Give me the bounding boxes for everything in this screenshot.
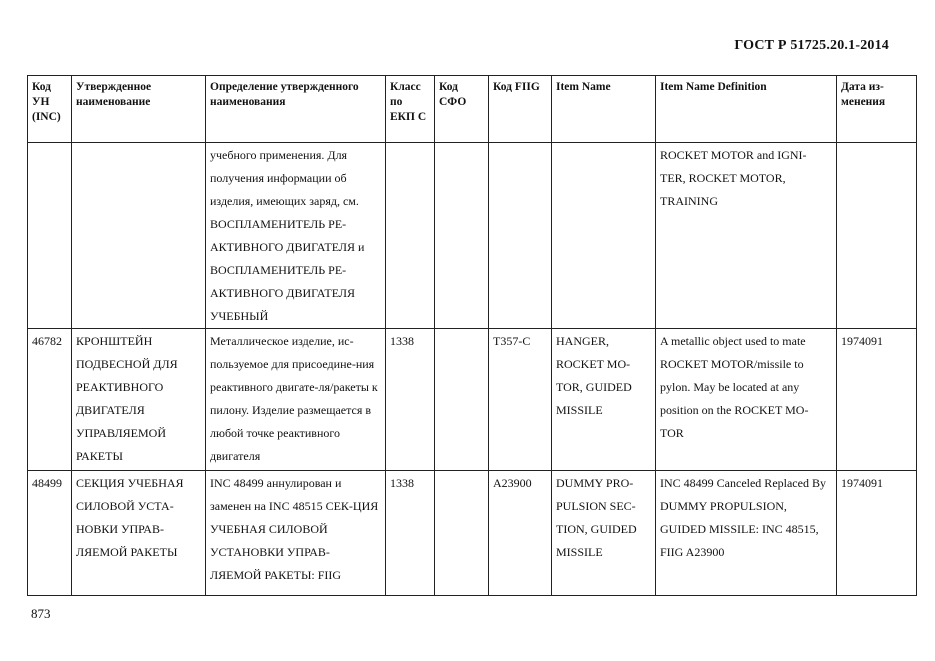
table-header-row	[28, 76, 917, 143]
column-header-approved-name: Утвержденное наименование	[72, 76, 206, 143]
cell-approved-name	[72, 143, 206, 329]
cell-change-date	[837, 143, 917, 329]
cell-inc: 48499	[28, 471, 72, 596]
column-header-item-name-definition: Item Name Definition	[656, 76, 837, 143]
document-standard-header: ГОСТ Р 51725.20.1-2014	[734, 38, 889, 53]
column-header-inc: Код УН (INC)	[28, 76, 72, 143]
column-header-definition: Определение утвержденного наименования	[206, 76, 386, 143]
column-header-item-name: Item Name	[552, 76, 656, 143]
cell-change-date: 1974091	[837, 471, 917, 596]
cell-definition: Металлическое изделие, ис-пользуемое для присоедине-ния реактивного двигате-ля/ракеты к пилону. Изделие размещается в любой точке реактивного двигателя	[206, 329, 386, 471]
cell-class: 1338	[386, 471, 435, 596]
classifier-table	[27, 75, 917, 596]
cell-definition: INC 48499 аннулирован и заменен на INC 48515 СЕК-ЦИЯ УЧЕБНАЯ СИЛОВОЙ УСТАНОВКИ УПРАВ-ЛЯЕМОЙ РАКЕТЫ: FIIG	[206, 471, 386, 596]
cell-item-name: HANGER, ROCKET MO-TOR, GUIDED MISSILE	[552, 329, 656, 471]
cell-item-name-definition: A metallic object used to mate ROCKET MOTOR/missile to pylon. May be located at any position on the ROCKET MO-TOR	[656, 329, 837, 471]
cell-item-name: DUMMY PRO-PULSION SEC-TION, GUIDED MISSILE	[552, 471, 656, 596]
table-row	[28, 143, 917, 329]
cell-item-name-definition: INC 48499 Canceled Replaced By DUMMY PROPULSION, GUIDED MISSILE: INC 48515, FIIG A23900	[656, 471, 837, 596]
page-number: 873	[31, 606, 51, 621]
cell-inc	[28, 143, 72, 329]
table-row	[28, 329, 917, 471]
cell-item-name	[552, 143, 656, 329]
cell-approved-name: СЕКЦИЯ УЧЕБНАЯ СИЛОВОЙ УСТА-НОВКИ УПРАВ-ЛЯЕМОЙ РАКЕТЫ	[72, 471, 206, 596]
cell-change-date: 1974091	[837, 329, 917, 471]
cell-sfo	[435, 471, 489, 596]
cell-fiig	[489, 143, 552, 329]
cell-approved-name: КРОНШТЕЙН ПОДВЕСНОЙ ДЛЯ РЕАКТИВНОГО ДВИГАТЕЛЯ УПРАВЛЯЕМОЙ РАКЕТЫ	[72, 329, 206, 471]
cell-item-name-definition: ROCKET MOTOR and IGNI-TER, ROCKET MOTOR, TRAINING	[656, 143, 837, 329]
cell-fiig: A23900	[489, 471, 552, 596]
cell-inc: 46782	[28, 329, 72, 471]
cell-fiig: T357-C	[489, 329, 552, 471]
cell-sfo	[435, 329, 489, 471]
cell-definition: учебного применения. Для получения информации об изделия, имеющих заряд, см. ВОСПЛАМЕНИТЕЛЬ РЕ-АКТИВНОГО ДВИГАТЕЛЯ и ВОСПЛАМЕНИТЕЛЬ РЕ-АКТИВНОГО ДВИГАТЕЛЯ УЧЕБНЫЙ	[206, 143, 386, 329]
cell-class: 1338	[386, 329, 435, 471]
cell-class	[386, 143, 435, 329]
cell-sfo	[435, 143, 489, 329]
column-header-sfo: Код СФО	[435, 76, 489, 143]
column-header-change-date: Дата из-менения	[837, 76, 917, 143]
table-row	[28, 471, 917, 596]
column-header-class: Класс по ЕКП С	[386, 76, 435, 143]
column-header-fiig: Код FIIG	[489, 76, 552, 143]
